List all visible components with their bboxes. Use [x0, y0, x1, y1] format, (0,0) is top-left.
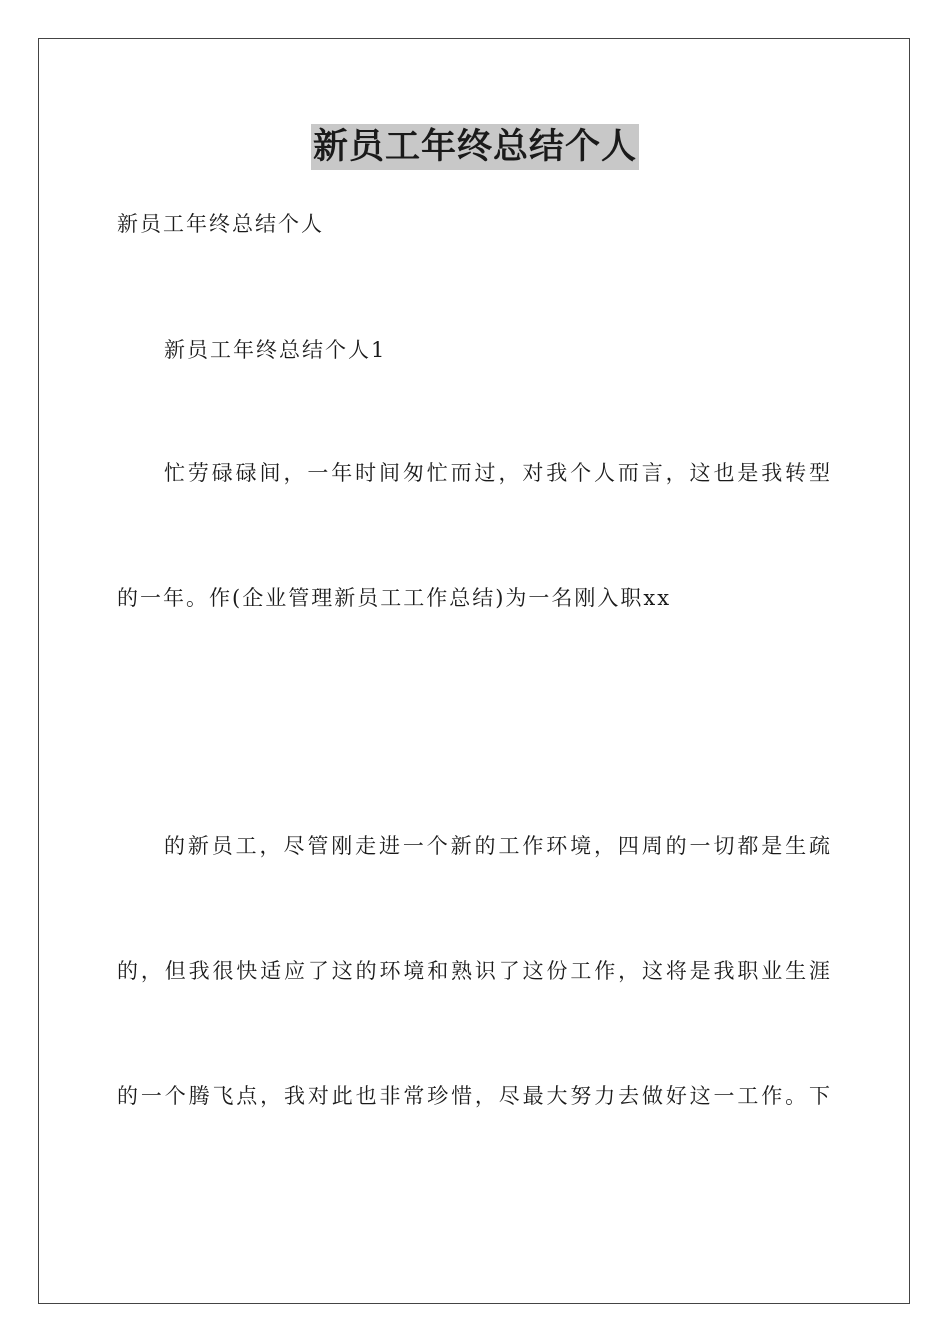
paragraph-line-2: 的一年。作(企业管理新员工工作总结)为一名刚入职xx: [117, 586, 672, 610]
section-heading: 新员工年终总结个人1: [164, 338, 387, 362]
document-title-text: 新员工年终总结个人: [311, 124, 639, 170]
paragraph-line-5: 的一个腾飞点，我对此也非常珍惜，尽最大努力去做好这一工作。下: [117, 1084, 832, 1108]
paragraph-line-4: 的，但我很快适应了这的环境和熟识了这份工作，这将是我职业生涯: [117, 959, 832, 983]
paragraph-line-3: 的新员工，尽管刚走进一个新的工作环境，四周的一切都是生疏: [164, 834, 832, 858]
document-title: [0, 124, 950, 170]
document-subtitle: 新员工年终总结个人: [117, 212, 324, 236]
paragraph-line-1: 忙劳碌碌间，一年时间匆忙而过，对我个人而言，这也是我转型: [164, 461, 832, 485]
